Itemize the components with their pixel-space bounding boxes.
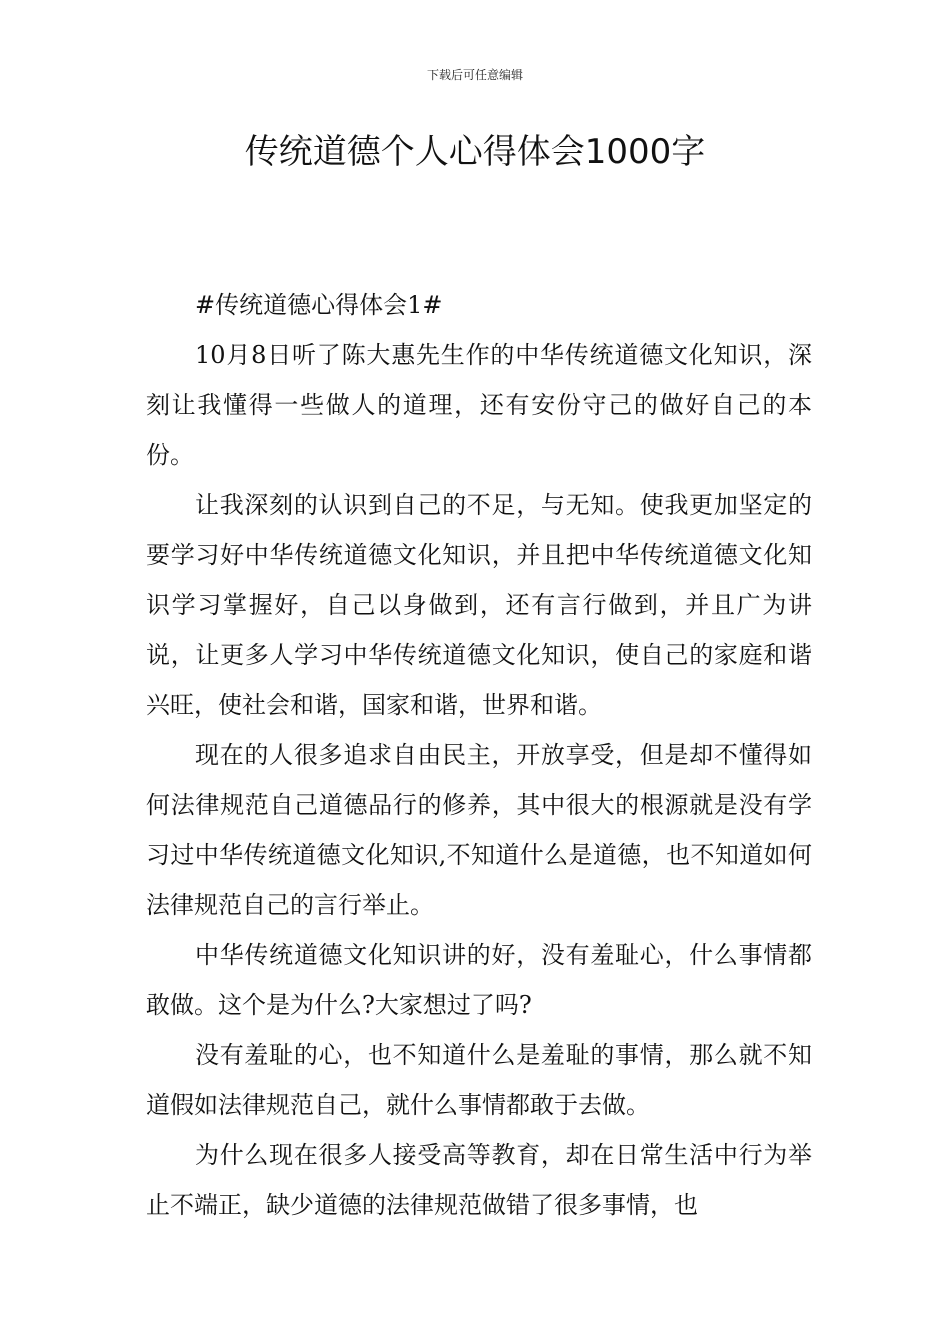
paragraph: 让我深刻的认识到自己的不足，与无知。使我更加坚定的要学习好中华传统道德文化知识，并且把中华传统道德文化知识学习掌握好，自己以身做到，还有言行做到，并且广为讲说，让更多人学习中华传统道德文化知识，使自己的家庭和谐兴旺，使社会和谐，国家和谐，世界和谐。 [146,491,812,719]
paragraph: 没有羞耻的心，也不知道什么是羞耻的事情，那么就不知道假如法律规范自己，就什么事情都敢于去做。 [146,1041,812,1119]
document-body [146,280,812,1230]
paragraph: 10月8日听了陈大惠先生作的中华传统道德文化知识，深刻让我懂得一些做人的道理，还有安份守己的做好自己的本份。 [146,341,812,469]
paragraph: 为什么现在很多人接受高等教育，却在日常生活中行为举止不端正，缺少道德的法律规范做错了很多事情，也 [146,1141,812,1219]
paragraph: 现在的人很多追求自由民主，开放享受，但是却不懂得如何法律规范自己道德品行的修养，其中很大的根源就是没有学习过中华传统道德文化知识,不知道什么是道德，也不知道如何法律规范自己的言行举止。 [146,741,812,919]
header-note: 下载后可任意编辑 [426,68,523,82]
document-title: 传统道德个人心得体会1000字 [244,132,706,172]
paragraph: 中华传统道德文化知识讲的好，没有羞耻心，什么事情都敢做。这个是为什么?大家想过了吗? [146,941,812,1019]
paragraph-section-heading: #传统道德心得体会1# [195,291,443,319]
